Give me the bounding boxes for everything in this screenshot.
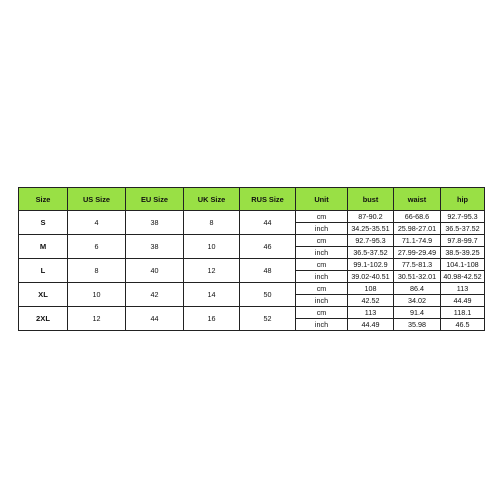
hip-cell: 113 <box>441 283 485 295</box>
table-row <box>19 307 485 319</box>
table-row <box>19 211 485 223</box>
bust-cell: 113 <box>348 307 394 319</box>
bust-cell: 34.25-35.51 <box>348 223 394 235</box>
table-row <box>19 235 485 247</box>
unit-cell: inch <box>296 271 348 283</box>
header-row <box>19 188 485 211</box>
waist-cell: 71.1-74.9 <box>394 235 441 247</box>
uk-size-cell: 10 <box>184 235 240 259</box>
size-chart-table <box>18 187 485 331</box>
size-cell: L <box>19 259 68 283</box>
eu-size-cell: 38 <box>126 211 184 235</box>
unit-cell: cm <box>296 211 348 223</box>
bust-cell: 87-90.2 <box>348 211 394 223</box>
waist-cell: 66-68.6 <box>394 211 441 223</box>
rus-size-cell: 46 <box>240 235 296 259</box>
col-header-uk-size: UK Size <box>184 188 240 211</box>
unit-cell: inch <box>296 295 348 307</box>
rus-size-cell: 50 <box>240 283 296 307</box>
col-header-waist: waist <box>394 188 441 211</box>
uk-size-cell: 12 <box>184 259 240 283</box>
unit-cell: cm <box>296 307 348 319</box>
col-header-bust: bust <box>348 188 394 211</box>
waist-cell: 34.02 <box>394 295 441 307</box>
hip-cell: 92.7-95.3 <box>441 211 485 223</box>
us-size-cell: 8 <box>68 259 126 283</box>
bust-cell: 36.5-37.52 <box>348 247 394 259</box>
unit-cell: inch <box>296 319 348 331</box>
bust-cell: 44.49 <box>348 319 394 331</box>
waist-cell: 86.4 <box>394 283 441 295</box>
rus-size-cell: 48 <box>240 259 296 283</box>
eu-size-cell: 38 <box>126 235 184 259</box>
bust-cell: 39.02-40.51 <box>348 271 394 283</box>
col-header-unit: Unit <box>296 188 348 211</box>
unit-cell: cm <box>296 259 348 271</box>
col-header-hip: hip <box>441 188 485 211</box>
unit-cell: cm <box>296 235 348 247</box>
table-row <box>19 259 485 271</box>
col-header-eu-size: EU Size <box>126 188 184 211</box>
size-cell: S <box>19 211 68 235</box>
hip-cell: 40.98-42.52 <box>441 271 485 283</box>
us-size-cell: 12 <box>68 307 126 331</box>
hip-cell: 38.5-39.25 <box>441 247 485 259</box>
unit-cell: cm <box>296 283 348 295</box>
hip-cell: 104.1-108 <box>441 259 485 271</box>
us-size-cell: 4 <box>68 211 126 235</box>
size-cell: M <box>19 235 68 259</box>
waist-cell: 27.99-29.49 <box>394 247 441 259</box>
eu-size-cell: 44 <box>126 307 184 331</box>
hip-cell: 118.1 <box>441 307 485 319</box>
size-cell: 2XL <box>19 307 68 331</box>
col-header-size: Size <box>19 188 68 211</box>
bust-cell: 99.1-102.9 <box>348 259 394 271</box>
table-row <box>19 283 485 295</box>
rus-size-cell: 44 <box>240 211 296 235</box>
waist-cell: 35.98 <box>394 319 441 331</box>
col-header-rus-size: RUS Size <box>240 188 296 211</box>
size-cell: XL <box>19 283 68 307</box>
waist-cell: 91.4 <box>394 307 441 319</box>
hip-cell: 36.5-37.52 <box>441 223 485 235</box>
bust-cell: 42.52 <box>348 295 394 307</box>
waist-cell: 25.98-27.01 <box>394 223 441 235</box>
eu-size-cell: 42 <box>126 283 184 307</box>
uk-size-cell: 8 <box>184 211 240 235</box>
us-size-cell: 10 <box>68 283 126 307</box>
bust-cell: 108 <box>348 283 394 295</box>
waist-cell: 30.51-32.01 <box>394 271 441 283</box>
unit-cell: inch <box>296 247 348 259</box>
hip-cell: 44.49 <box>441 295 485 307</box>
us-size-cell: 6 <box>68 235 126 259</box>
hip-cell: 97.8-99.7 <box>441 235 485 247</box>
uk-size-cell: 14 <box>184 283 240 307</box>
hip-cell: 46.5 <box>441 319 485 331</box>
bust-cell: 92.7-95.3 <box>348 235 394 247</box>
rus-size-cell: 52 <box>240 307 296 331</box>
uk-size-cell: 16 <box>184 307 240 331</box>
eu-size-cell: 40 <box>126 259 184 283</box>
unit-cell: inch <box>296 223 348 235</box>
waist-cell: 77.5-81.3 <box>394 259 441 271</box>
col-header-us-size: US Size <box>68 188 126 211</box>
